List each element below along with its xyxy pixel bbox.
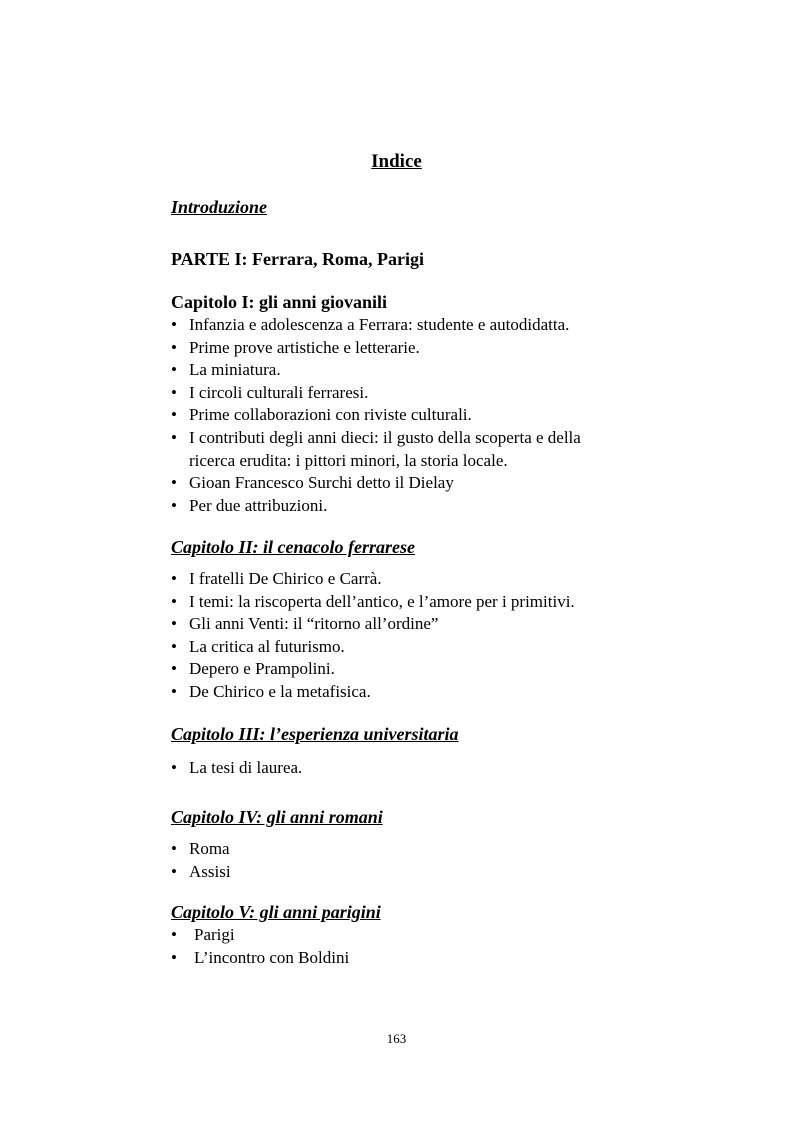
bullet-icon: • [171, 495, 177, 515]
bullet-icon: • [171, 315, 177, 334]
chapter-1-list [171, 314, 581, 517]
part-heading: PARTE I: Ferrara, Roma, Parigi [171, 249, 424, 269]
introduction-heading: Introduzione [171, 197, 268, 217]
bullet-icon: • [171, 839, 177, 858]
list-item: • I contributi degli anni dieci: il gusto della scoperta e della ricerca erudita: i pittori minori, la storia locale. [171, 427, 581, 470]
list-item: • Assisi [171, 861, 231, 884]
chapter-4-heading: Capitolo IV: gli anni romani [171, 807, 383, 827]
list-item: • Parigi [171, 924, 349, 947]
list-item: • La miniatura. [171, 359, 581, 382]
bullet-icon: • [171, 405, 177, 425]
bullet-icon: • [171, 569, 177, 588]
bullet-icon: • [171, 861, 177, 881]
list-item: • I fratelli De Chirico e Carrà. [171, 568, 575, 591]
bullet-icon: • [171, 427, 177, 447]
bullet-icon: • [171, 337, 177, 357]
chapter-3-heading: Capitolo III: l’esperienza universitaria [171, 724, 459, 744]
chapter-1-heading: Capitolo I: gli anni giovanili [171, 292, 388, 312]
list-item: • Infanzia e adolescenza a Ferrara: studente e autodidatta. [171, 314, 581, 337]
list-item: • Per due attribuzioni. [171, 495, 581, 518]
chapter-2-heading: Capitolo II: il cenacolo ferrarese [171, 537, 415, 557]
list-item: • La critica al futurismo. [171, 636, 575, 659]
list-item: • Gli anni Venti: il “ritorno all’ordine” [171, 613, 575, 636]
list-item: • De Chirico e la metafisica. [171, 681, 575, 704]
list-item: • Gioan Francesco Surchi detto il Dielay [171, 472, 581, 495]
list-item: • I circoli culturali ferraresi. [171, 382, 581, 405]
chapter-5-heading: Capitolo V: gli anni parigini [171, 902, 381, 922]
chapter-2-list [171, 568, 575, 704]
chapter-4-list [171, 838, 231, 883]
bullet-icon: • [171, 360, 177, 380]
bullet-icon: • [171, 614, 177, 634]
bullet-icon: • [171, 636, 177, 656]
list-item: • Roma [171, 838, 231, 861]
chapter-3-list [171, 757, 302, 780]
list-item: • Prime collaborazioni con riviste culturali. [171, 404, 581, 427]
bullet-icon: • [171, 382, 177, 402]
bullet-icon: • [171, 591, 177, 611]
bullet-icon: • [171, 473, 177, 493]
list-item: • La tesi di laurea. [171, 757, 302, 780]
list-item-continuation: ricerca erudita: i pittori minori, la storia locale. [189, 450, 508, 470]
page-title: Indice [371, 151, 422, 172]
bullet-icon: • [171, 758, 177, 777]
page-number: 163 [386, 1031, 407, 1046]
bullet-icon: • [171, 947, 177, 967]
list-item: • I temi: la riscoperta dell’antico, e l’amore per i primitivi. [171, 591, 575, 614]
list-item: • Prime prove artistiche e letterarie. [171, 337, 581, 360]
chapter-5-list [171, 924, 349, 969]
bullet-icon: • [171, 925, 177, 944]
list-item: • Depero e Prampolini. [171, 658, 575, 681]
list-item: • L’incontro con Boldini [171, 947, 349, 970]
bullet-icon: • [171, 659, 177, 679]
bullet-icon: • [171, 681, 177, 701]
